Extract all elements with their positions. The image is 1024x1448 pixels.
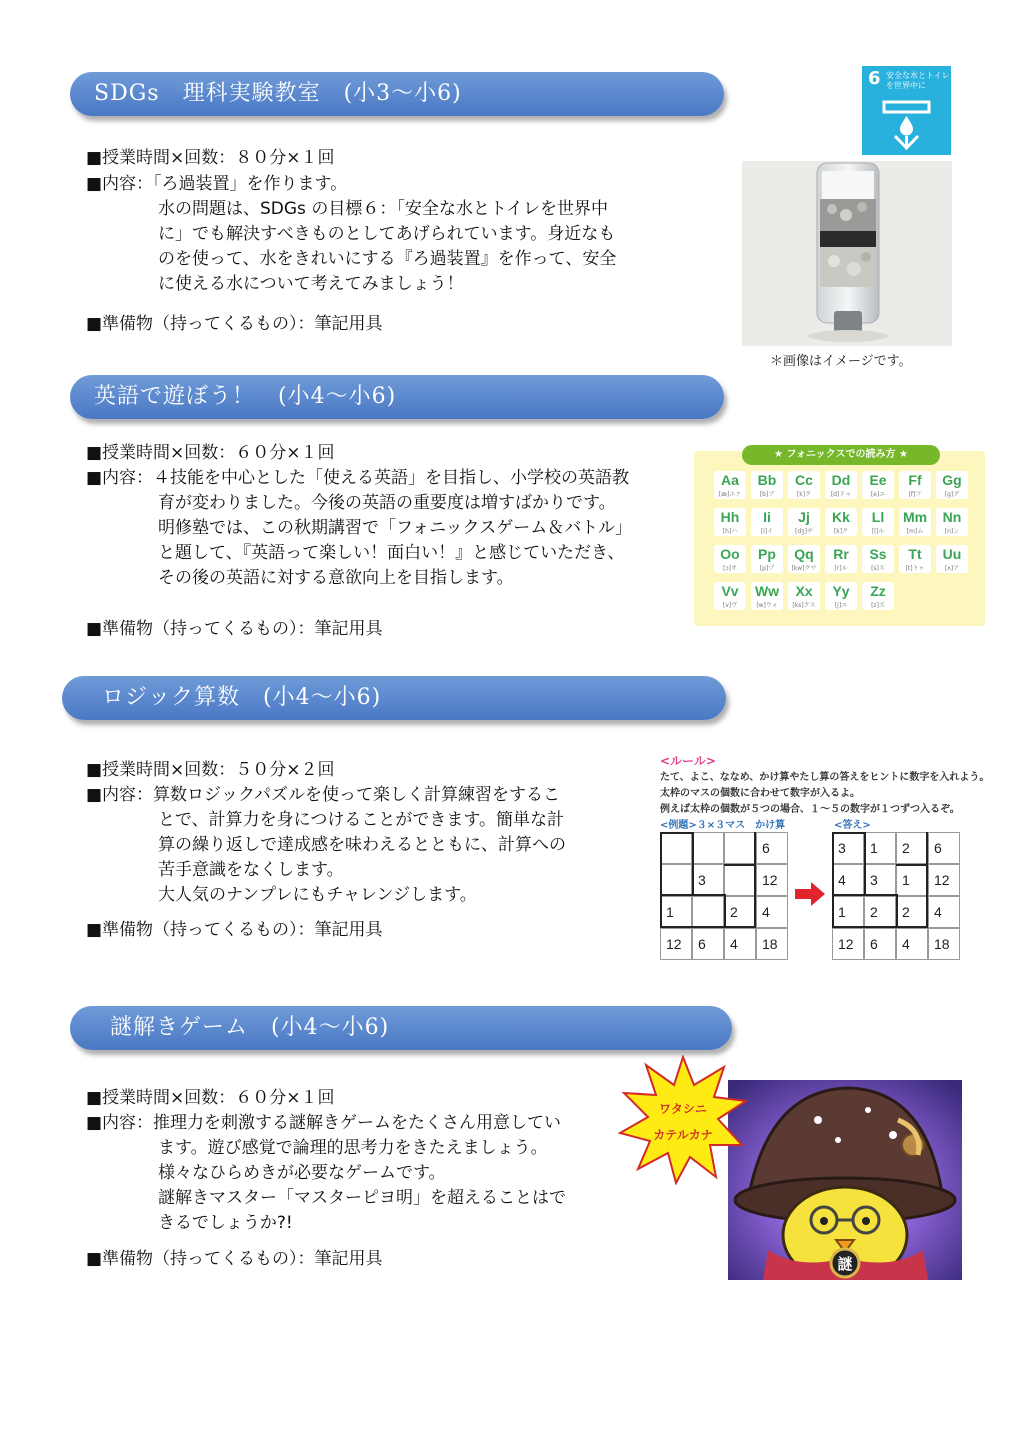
rule-line: 例えば太枠の個数が５つの場合、１～５の数字が１つずつ入るぞ。 — [660, 804, 960, 815]
phonics-letter: Ss — [869, 546, 887, 562]
phonics-letter: Yy — [832, 583, 850, 599]
puzzle-cell: 4 — [928, 896, 960, 928]
section-title: SDGs 理科実験教室 (小3～小6) — [94, 81, 462, 106]
content-label: ■内容：推理力を刺激する謎解きゲームをたくさん用意してい — [86, 1113, 562, 1133]
rule-line: 太枠のマスの個数に合わせて数字が入るよ。 — [660, 788, 860, 799]
puzzle-cell: 2 — [724, 896, 756, 928]
phonics-sound: [f]フ — [908, 491, 922, 498]
puzzle-cell: 6 — [692, 928, 724, 960]
phonics-letter-cell — [825, 508, 857, 536]
puzzle-cell: 18 — [756, 928, 788, 960]
phonics-sound: [k]ク — [833, 528, 849, 535]
phonics-sound: [kw]クワ — [791, 565, 817, 572]
phonics-letter: Qq — [794, 546, 814, 562]
cage-border — [660, 926, 756, 928]
puzzle-cell: 4 — [896, 928, 928, 960]
section-title-banner — [62, 676, 726, 720]
phonics-letter-cell — [899, 545, 931, 573]
content-label: ■内容：４技能を中心とした「使える英語」を目指し、小学校の英語教 — [86, 468, 630, 488]
phonics-chart — [694, 451, 985, 626]
puzzle-cell: 12 — [660, 928, 692, 960]
puzzle-cell: 12 — [756, 864, 788, 896]
puzzle-cell — [724, 832, 756, 864]
cage-border — [832, 832, 864, 834]
answer-label: <答え> — [834, 820, 871, 831]
phonics-sound: [n]ン — [944, 528, 960, 535]
phonics-sound: [ɔ]オ — [723, 565, 737, 572]
phonics-letter-cell — [714, 545, 746, 573]
puzzle-cell: 6 — [864, 928, 896, 960]
phonics-letter: Pp — [758, 546, 776, 562]
phonics-letter: Gg — [942, 472, 962, 488]
class-time: ■授業時間×回数：８０分×１回 — [86, 148, 335, 168]
puzzle-cell: 2 — [896, 832, 928, 864]
phonics-letter-cell — [714, 582, 746, 610]
phonics-sound: [ks]クス — [792, 602, 816, 609]
puzzle-cell: 6 — [928, 832, 960, 864]
phonics-letter-cell — [714, 508, 746, 536]
phonics-letter-cell — [899, 471, 931, 499]
puzzle-cell: 2 — [864, 896, 896, 928]
puzzle-cell: 3 — [692, 864, 724, 896]
phonics-letter: Ii — [763, 509, 771, 525]
phonics-letter: Ll — [871, 509, 885, 525]
cage-border — [754, 832, 756, 928]
puzzle-cell: 1 — [832, 896, 864, 928]
phonics-letter-cell — [936, 545, 968, 573]
phonics-letter-cell — [936, 471, 968, 499]
puzzle-cell: 6 — [756, 832, 788, 864]
phonics-sound: [h]ハ — [722, 528, 738, 535]
puzzle-cell — [660, 832, 692, 864]
cage-border — [724, 864, 756, 866]
phonics-letter-cell — [899, 508, 931, 536]
content-label: ■内容：算数ロジックパズルを使って楽しく計算練習をするこ — [86, 785, 561, 805]
phonics-sound: [m]ム — [906, 528, 924, 535]
section-title: 謎解きゲーム (小4～小6) — [110, 1015, 390, 1040]
puzzle-cell: 4 — [724, 928, 756, 960]
example-puzzle-grid — [660, 832, 788, 960]
phonics-letter: Ee — [869, 472, 887, 488]
puzzle-cell: 3 — [864, 864, 896, 896]
image-caption: ＊画像はイメージです。 — [770, 354, 912, 369]
phonics-sound: [g]グ — [944, 491, 960, 498]
cage-border — [896, 864, 928, 866]
cage-border — [724, 896, 726, 928]
phonics-letter: Nn — [942, 509, 962, 525]
phonics-letter: Vv — [721, 583, 739, 599]
phonics-sound: [d]ドゥ — [830, 491, 852, 498]
phonics-sound: [j]ユ — [834, 602, 848, 609]
puzzle-cell — [660, 864, 692, 896]
section-title: ロジック算数 (小4～小6) — [102, 685, 382, 710]
phonics-letter: Cc — [795, 472, 813, 488]
phonics-title: ★ フォニックスでの読み方 ★ — [742, 445, 940, 465]
phonics-sound: [r]ル — [834, 565, 848, 572]
cage-border — [660, 832, 662, 928]
puzzle-cell: 2 — [896, 896, 928, 928]
puzzle-cell: 1 — [864, 832, 896, 864]
content-text: とで、計算力を身につけることができます。簡単な計 算の繰り返しで達成感を味わえるとともに、計算への 苦手意識をなくします。 大人気のナンプレにもチャレンジします。 — [158, 810, 566, 905]
rule-line: たて、よこ、ななめ、かけ算やたし算の答えをヒントに数字を入れよう。 — [660, 772, 990, 783]
phonics-letter: Dd — [831, 472, 851, 488]
phonics-letter: Mm — [902, 509, 928, 525]
required-items: ■準備物（持ってくるもの）：筆記用具 — [86, 314, 383, 334]
phonics-letter-cell — [825, 582, 857, 610]
answer-puzzle-grid — [832, 832, 960, 960]
phonics-letter-cell — [825, 545, 857, 573]
phonics-sound: [p]プ — [759, 565, 775, 572]
phonics-letter: Xx — [795, 583, 813, 599]
master-piyoaki-character — [728, 1080, 962, 1280]
cage-border — [864, 894, 898, 896]
phonics-letter-cell — [788, 545, 820, 573]
sdg-goal-6-icon: 6 安全な水とトイレ を世界中に — [862, 66, 951, 155]
phonics-sound: [ʌ]ア — [944, 565, 960, 572]
phonics-letter: Tt — [908, 546, 922, 562]
required-items: ■準備物（持ってくるもの）：筆記用具 — [86, 920, 383, 940]
puzzle-cell: 18 — [928, 928, 960, 960]
phonics-letter-cell — [751, 582, 783, 610]
phonics-sound: [t]トゥ — [905, 565, 925, 572]
phonics-sound: [b]ブ — [759, 491, 775, 498]
puzzle-cell: 1 — [660, 896, 692, 928]
phonics-sound: [æ]エァ — [718, 491, 742, 498]
cage-border — [692, 894, 726, 896]
example-label: <例題>３×３マス かけ算 — [660, 820, 786, 831]
section-title-banner — [70, 375, 724, 419]
puzzle-cell: 3 — [832, 832, 864, 864]
cage-border — [896, 896, 898, 928]
required-items: ■準備物（持ってくるもの）：筆記用具 — [86, 619, 383, 639]
phonics-letter-cell — [788, 582, 820, 610]
phonics-letter: Ff — [908, 472, 922, 488]
cage-border — [832, 832, 834, 928]
content-text: ます。遊び感覚で論理的思考力をきたえましょう。 様々なひらめきが必要なゲームです。 謎解きマスター「マスターピヨ明」を超えることはで きるでしょうか?! — [158, 1138, 566, 1233]
phonics-letter: Kk — [832, 509, 850, 525]
phonics-letter: Ww — [754, 583, 780, 599]
section-title-banner — [70, 1006, 732, 1050]
phonics-letter-cell — [714, 471, 746, 499]
puzzle-cell: 1 — [896, 864, 928, 896]
section-title-banner — [70, 72, 724, 116]
puzzle-cell — [692, 832, 724, 864]
cage-border — [660, 832, 692, 834]
content-text: 育が変わりました。今後の英語の重要度は増すばかりです。 明修塾では、この秋期講習で「フォニックスゲーム＆バトル」 と題して、『英語って楽しい！面白い！』と感じていただき、 その後の英語に対する意欲向上を目指します。 — [158, 493, 632, 588]
phonics-letter-cell — [936, 508, 968, 536]
phonics-letter-cell — [788, 471, 820, 499]
cage-border — [692, 832, 694, 864]
puzzle-cell — [724, 864, 756, 896]
phonics-letter-cell — [825, 471, 857, 499]
cage-border — [692, 864, 694, 896]
phonics-letter-cell — [788, 508, 820, 536]
burst-line-2: カテルカナ — [653, 1128, 713, 1142]
section-title: 英語で遊ぼう！ (小4～小6) — [94, 384, 397, 409]
content-text: 水の問題は、SDGs の目標６：「安全な水とトイレを世界中 に」でも解決すべきものとしてあげられています。身近なも のを使って、水をきれいにする『ろ過装置』を作って、安全 に使える水について考えてみましょう！ — [158, 199, 617, 294]
phonics-letter: Zz — [870, 583, 886, 599]
phonics-letter-cell — [862, 545, 894, 573]
arrow-right-icon — [795, 882, 825, 906]
phonics-sound: [w]ウォ — [756, 602, 778, 609]
cage-border — [832, 894, 866, 896]
phonics-letter: Uu — [942, 546, 962, 562]
cage-border — [864, 864, 866, 896]
content-label: ■内容：「ろ過装置」を作ります。 — [86, 174, 348, 194]
rule-heading: <ルール> — [660, 754, 716, 768]
puzzle-cell: 4 — [756, 896, 788, 928]
class-time: ■授業時間×回数：５０分×２回 — [86, 760, 335, 780]
puzzle-cell — [692, 896, 724, 928]
phonics-letter: Hh — [720, 509, 740, 525]
puzzle-cell: 4 — [832, 864, 864, 896]
badge-text: 謎 — [837, 1255, 853, 1273]
phonics-sound: [dʒ]ヂ — [795, 528, 813, 535]
cage-border — [832, 926, 928, 928]
phonics-sound: [l]ル — [871, 528, 885, 535]
phonics-sound: [v]ヴ — [722, 602, 738, 609]
puzzle-cell: 12 — [832, 928, 864, 960]
cage-border — [864, 832, 866, 864]
speech-burst — [618, 1055, 748, 1185]
required-items: ■準備物（持ってくるもの）：筆記用具 — [86, 1249, 383, 1269]
phonics-letter: Rr — [833, 546, 849, 562]
phonics-letter: Aa — [721, 472, 739, 488]
cage-border — [660, 894, 694, 896]
phonics-letter-cell — [751, 508, 783, 536]
filtration-bottle-photo — [742, 161, 952, 346]
phonics-sound: [k]ク — [796, 491, 812, 498]
phonics-sound: [z]ズ — [871, 602, 885, 609]
phonics-letter-cell — [862, 508, 894, 536]
class-time: ■授業時間×回数：６０分×１回 — [86, 443, 335, 463]
class-time: ■授業時間×回数：６０分×１回 — [86, 1088, 335, 1108]
phonics-letter: Jj — [798, 509, 810, 525]
phonics-letter: Bb — [757, 472, 777, 488]
cage-border — [926, 832, 928, 928]
puzzle-cell: 12 — [928, 864, 960, 896]
phonics-letter-cell — [751, 471, 783, 499]
phonics-sound: [i]イ — [760, 528, 774, 535]
phonics-letter-cell — [862, 471, 894, 499]
phonics-letter-cell — [862, 582, 894, 610]
phonics-sound: [s]ス — [871, 565, 885, 572]
phonics-sound: [e]エ — [870, 491, 886, 498]
burst-line-1: ワタシニ — [659, 1102, 707, 1116]
phonics-letter: Oo — [720, 546, 740, 562]
phonics-letter-cell — [751, 545, 783, 573]
